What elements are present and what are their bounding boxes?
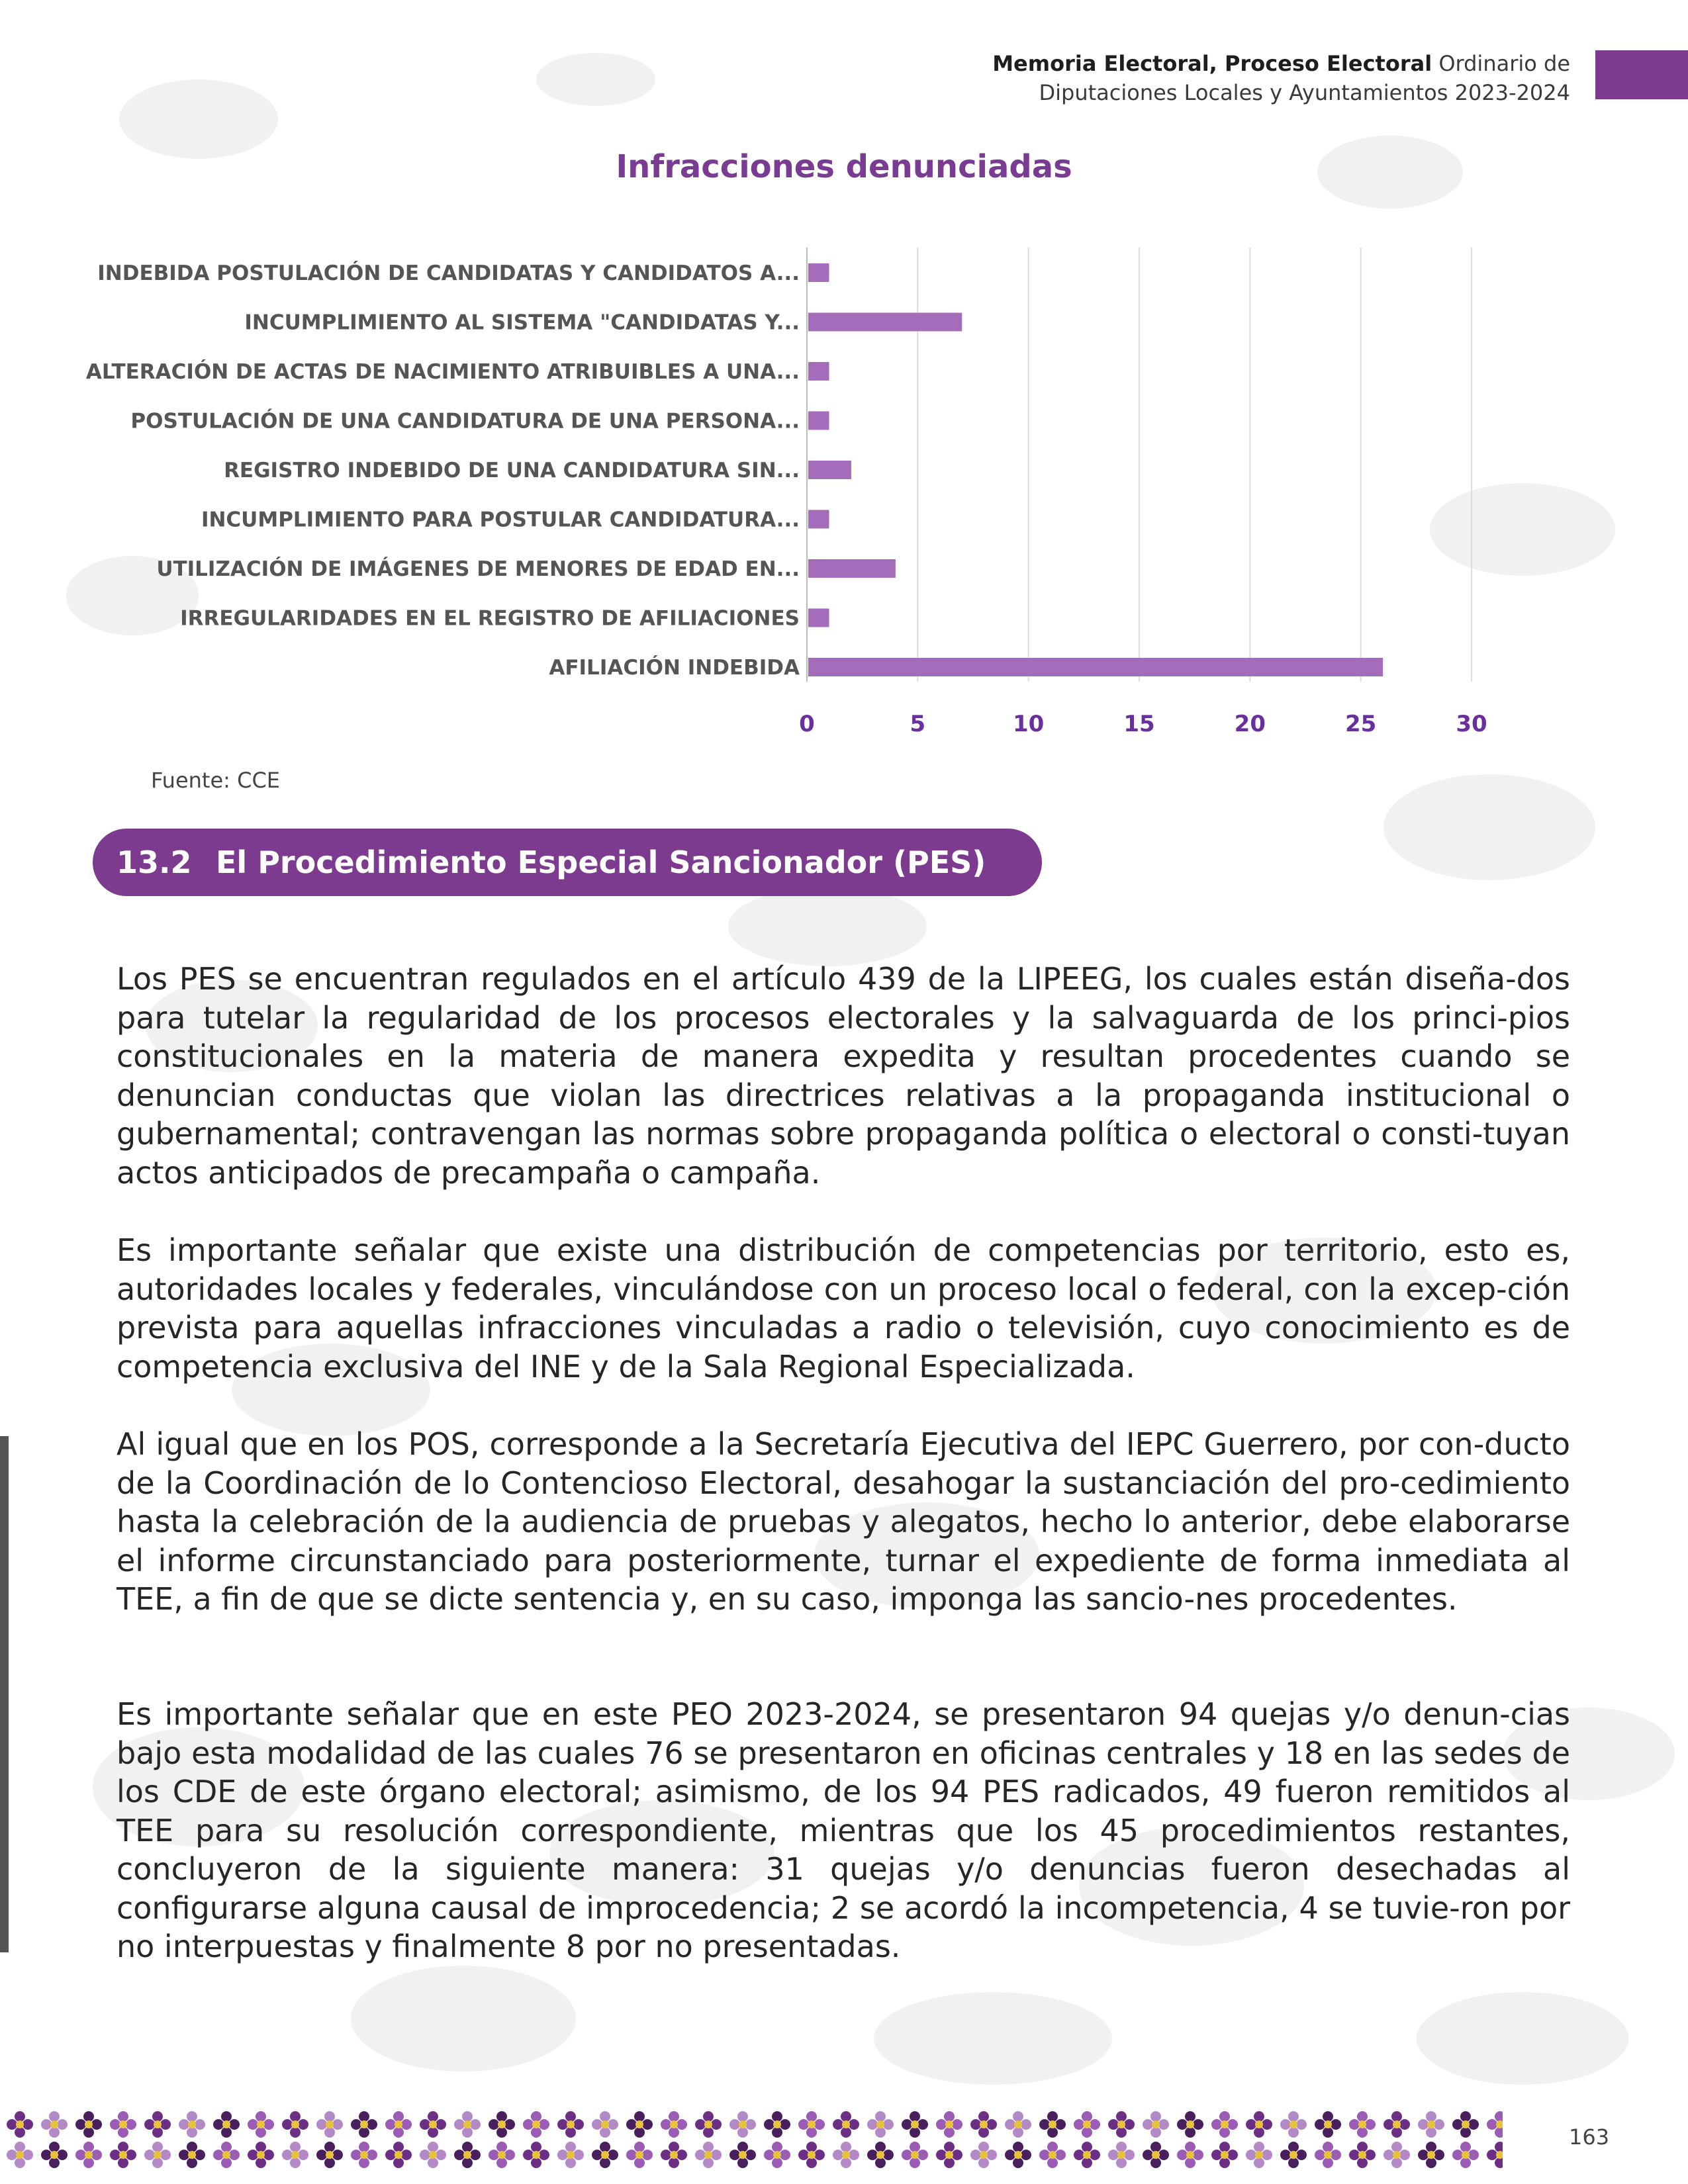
category-label-4: POSTULACIÓN DE UNA CANDIDATURA DE UNA PERSONA...: [130, 409, 800, 433]
embroidery-motif: [75, 2111, 102, 2138]
embroidery-motif: [41, 2111, 68, 2138]
embroidery-motif: [1487, 2111, 1503, 2138]
bar-7: [808, 559, 896, 578]
embroidery-motif: [7, 2142, 33, 2168]
embroidery-motif: [1280, 2142, 1307, 2168]
embroidery-motif: [454, 2111, 481, 2138]
category-label-9: AFILIACIÓN INDEBIDA: [549, 656, 800, 680]
embroidery-motif: [110, 2111, 136, 2138]
header-title-rest: Ordinario de: [1432, 51, 1570, 76]
embroidery-motif: [626, 2111, 653, 2138]
embroidery-motif: [867, 2142, 894, 2168]
embroidery-motif: [316, 2142, 343, 2168]
section-number: 13.2: [117, 844, 192, 880]
x-tick-label-25: 25: [1345, 711, 1377, 737]
embroidery-motif: [695, 2142, 722, 2168]
embroidery-motif: [1349, 2142, 1376, 2168]
embroidery-motif: [1280, 2111, 1307, 2138]
embroidery-motif: [420, 2111, 446, 2138]
bar-1: [808, 263, 829, 282]
embroidery-motif: [902, 2142, 928, 2168]
paragraph-2: Es importante señalar que existe una distribución de competencias por territorio, esto es, autoridades locales y federales, vinculándose con un proceso local o federal, con la excep-ción prevista para aquellas infracciones vinculadas a radio o televisión, cuyo conocimiento es de competencia exclusiva del INE y de la Sala Regional Especializada.: [117, 1232, 1570, 1385]
embroidery-motif: [798, 2111, 825, 2138]
bar-2: [808, 313, 962, 332]
embroidery-motif: [695, 2111, 722, 2138]
embroidery-motif: [144, 2111, 171, 2138]
embroidery-motif: [1177, 2111, 1203, 2138]
embroidery-motif: [75, 2142, 102, 2168]
embroidery-motif: [626, 2142, 653, 2168]
embroidery-motif: [936, 2111, 962, 2138]
embroidery-motif: [1418, 2111, 1444, 2138]
embroidery-motif: [1383, 2142, 1410, 2168]
x-tick-label-20: 20: [1234, 711, 1266, 737]
left-edge-bar: [0, 1436, 9, 1952]
embroidery-motif: [282, 2111, 308, 2138]
category-label-8: IRREGULARIDADES EN EL REGISTRO DE AFILIACIONES: [180, 606, 800, 631]
embroidery-motif: [833, 2142, 859, 2168]
embroidery-motif: [454, 2142, 481, 2168]
embroidery-motif: [489, 2142, 515, 2168]
embroidery-motif: [661, 2111, 687, 2138]
embroidery-motif: [798, 2142, 825, 2168]
embroidery-motif: [1418, 2142, 1444, 2168]
section-heading: [93, 829, 1042, 896]
embroidery-motif: [1246, 2142, 1272, 2168]
embroidery-motif: [1005, 2142, 1031, 2168]
embroidery-motif: [1246, 2111, 1272, 2138]
embroidery-motif: [1211, 2111, 1238, 2138]
page-number: 163: [1569, 2124, 1610, 2150]
embroidery-motif: [1452, 2142, 1479, 2168]
embroidery-motif: [1074, 2111, 1100, 2138]
embroidery-motif: [282, 2142, 308, 2168]
embroidery-motif: [523, 2142, 549, 2168]
embroidery-motif: [385, 2142, 412, 2168]
category-label-1: INDEBIDA POSTULACIÓN DE CANDIDATAS Y CANDIDATOS A...: [97, 261, 800, 285]
embroidery-motif: [1143, 2111, 1169, 2138]
embroidery-motif: [729, 2142, 756, 2168]
embroidery-motif: [1383, 2111, 1410, 2138]
category-label-7: UTILIZACIÓN DE IMÁGENES DE MENORES DE EDAD EN...: [156, 557, 800, 581]
embroidery-motif: [179, 2111, 205, 2138]
embroidery-motif: [592, 2111, 618, 2138]
embroidery-motif: [1039, 2142, 1066, 2168]
embroidery-motif: [351, 2142, 377, 2168]
embroidery-motif: [970, 2142, 997, 2168]
category-label-2: INCUMPLIMIENTO AL SISTEMA "CANDIDATAS Y...: [244, 310, 800, 335]
embroidery-motif: [213, 2111, 240, 2138]
infracciones-bar-chart: [0, 0, 1688, 768]
paragraph-4: Es importante señalar que en este PEO 2023-2024, se presentaron 94 quejas y/o denun-cias bajo esta modalidad de las cuales 76 se presentaron en oficinas centrales y 18 en las sedes de los CDE de este órgano electoral; asimismo, de los 94 PES radicados, 49 fueron remitidos al TEE para su resolución correspondiente, mientras que los 45 procedimientos restantes, concluyeron de la siguiente manera: 31 quejas y/o denuncias fueron desechadas al configurarse alguna causal de improcedencia; 2 se acordó la incompetencia, 4 se tuvie-ron por no interpuestas y finalmente 8 por no presentadas.: [117, 1696, 1570, 1964]
embroidery-motif: [248, 2111, 274, 2138]
bar-5: [808, 461, 851, 479]
embroidery-motif: [764, 2142, 790, 2168]
embroidery-motif: [1039, 2111, 1066, 2138]
embroidery-motif: [592, 2142, 618, 2168]
embroidery-motif: [557, 2142, 584, 2168]
embroidery-motif: [1177, 2142, 1203, 2168]
embroidery-motif: [144, 2142, 171, 2168]
category-label-5: REGISTRO INDEBIDO DE UNA CANDIDATURA SIN...: [224, 459, 800, 482]
embroidery-motif: [248, 2142, 274, 2168]
embroidery-motif: [1005, 2111, 1031, 2138]
embroidery-motif: [420, 2142, 446, 2168]
embroidery-motif: [1487, 2142, 1503, 2168]
x-tick-label-0: 0: [799, 711, 815, 737]
section-title: El Procedimiento Especial Sancionador (PES): [216, 844, 986, 880]
embroidery-motif: [110, 2142, 136, 2168]
x-tick-label-30: 30: [1456, 711, 1487, 737]
header-bold-title: Memoria Electoral, Proceso Electoral: [992, 51, 1432, 76]
chart-source: Fuente: CCE: [151, 768, 280, 793]
embroidery-motif: [729, 2111, 756, 2138]
embroidery-motif: [7, 2111, 33, 2138]
embroidery-motif: [1143, 2142, 1169, 2168]
x-tick-label-10: 10: [1013, 711, 1045, 737]
category-label-3: ALTERACIÓN DE ACTAS DE NACIMIENTO ATRIBUIBLES A UNA...: [85, 360, 800, 384]
embroidery-motif: [661, 2142, 687, 2168]
embroidery-motif: [213, 2142, 240, 2168]
embroidery-motif: [557, 2111, 584, 2138]
embroidery-motif: [523, 2111, 549, 2138]
embroidery-footer-band: [0, 2105, 1503, 2177]
chart-title: Infracciones denunciadas: [616, 148, 1072, 185]
header-line-2: Diputaciones Locales y Ayuntamientos 2023-2024: [1039, 80, 1570, 105]
category-label-6: INCUMPLIMIENTO PARA POSTULAR CANDIDATURA...: [201, 508, 800, 532]
embroidery-motif: [1108, 2142, 1135, 2168]
paragraph-1: Los PES se encuentran regulados en el artículo 439 de la LIPEEG, los cuales están diseña-dos para tutelar la regularidad de los procesos electorales y la salvaguarda de los princi-pios constitucionales en la materia de manera expedita y resultan procedentes cuando se denuncian conductas que violan las directrices relativas a la propaganda institucional o gubernamental; contravengan las normas sobre propaganda política o electoral o consti-tuyan actos anticipados de precampaña o campaña.: [117, 961, 1570, 1191]
embroidery-motif: [179, 2142, 205, 2168]
embroidery-motif: [970, 2111, 997, 2138]
embroidery-motif: [1211, 2142, 1238, 2168]
embroidery-motif: [902, 2111, 928, 2138]
embroidery-motif: [867, 2111, 894, 2138]
embroidery-motif: [1315, 2111, 1341, 2138]
embroidery-motif: [1315, 2142, 1341, 2168]
bar-4: [808, 412, 829, 430]
embroidery-motif: [833, 2111, 859, 2138]
embroidery-motif: [489, 2111, 515, 2138]
embroidery-motif: [1108, 2111, 1135, 2138]
embroidery-motif: [936, 2142, 962, 2168]
embroidery-motif: [385, 2111, 412, 2138]
embroidery-motif: [1074, 2142, 1100, 2168]
bar-6: [808, 510, 829, 529]
embroidery-motif: [316, 2111, 343, 2138]
embroidery-motif: [41, 2142, 68, 2168]
embroidery-motif: [764, 2111, 790, 2138]
embroidery-motif: [1452, 2111, 1479, 2138]
x-tick-label-15: 15: [1123, 711, 1155, 737]
embroidery-motif: [1349, 2111, 1376, 2138]
bar-9: [808, 658, 1383, 676]
paragraph-3: Al igual que en los POS, corresponde a la Secretaría Ejecutiva del IEPC Guerrero, por con-ducto de la Coordinación de lo Contencioso Electoral, desahogar la sustanciación del pro-cedimiento hasta la celebración de la audiencia de pruebas y alegatos, hecho lo anterior, debe elaborarse el informe circunstanciado para posteriormente, turnar el expediente de forma inmediata al TEE, a fin de que se dicte sentencia y, en su caso, imponga las sancio-nes procedentes.: [117, 1426, 1570, 1617]
embroidery-motif: [351, 2111, 377, 2138]
bar-3: [808, 362, 829, 381]
x-tick-label-5: 5: [910, 711, 926, 737]
bar-8: [808, 609, 829, 627]
